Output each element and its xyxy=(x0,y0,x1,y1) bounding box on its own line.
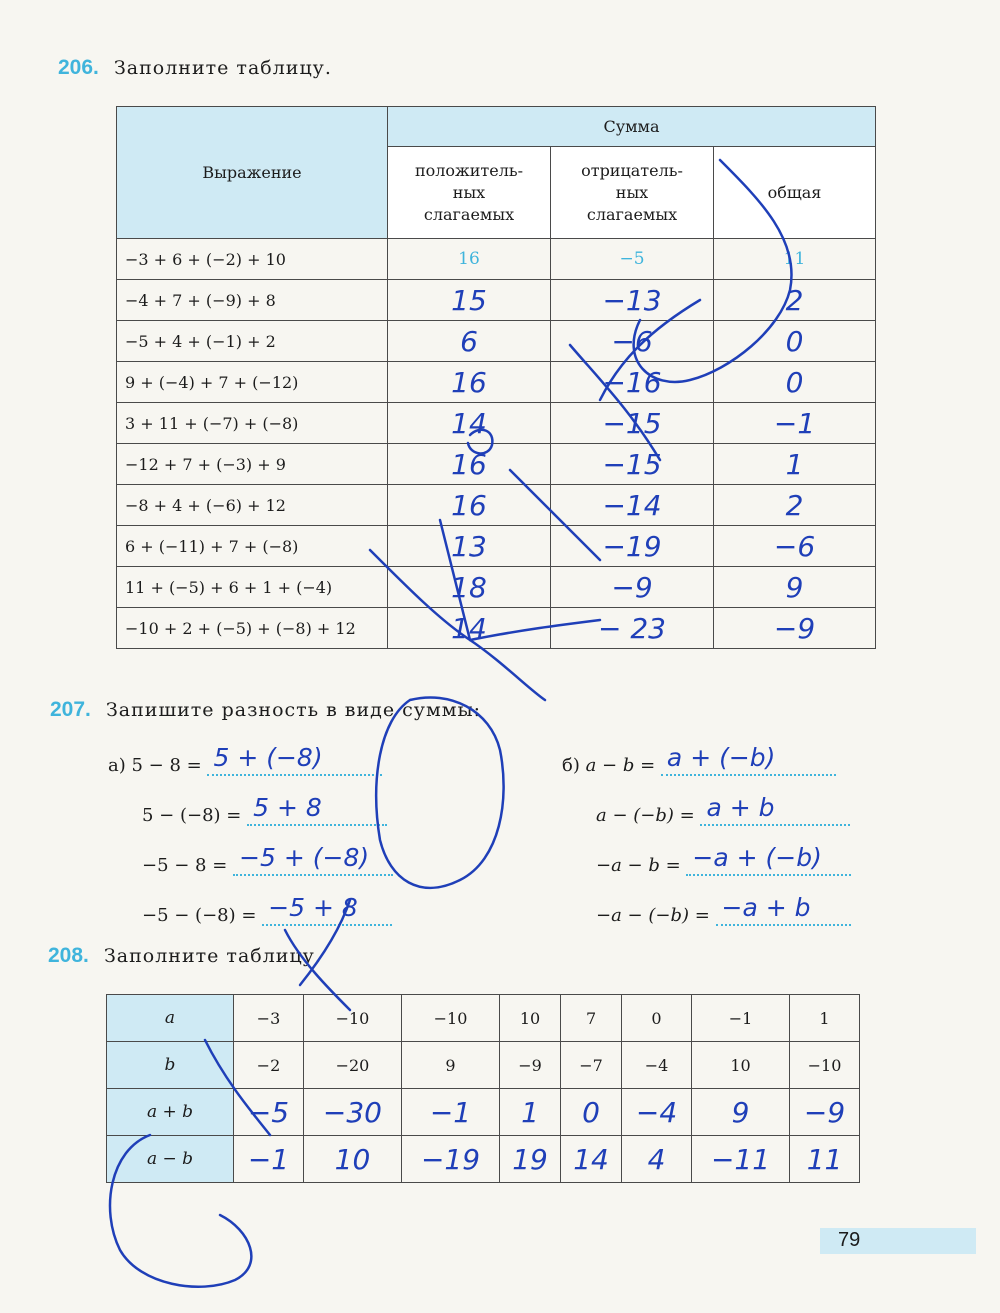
answer-cell[interactable]: 1 xyxy=(500,1089,561,1136)
answer-cell[interactable]: 11 xyxy=(790,1136,860,1183)
handwritten-answer: 5 + 8 xyxy=(253,793,322,822)
answer-field[interactable] xyxy=(716,893,851,926)
value-cell: −2 xyxy=(234,1042,304,1089)
exercise-207-heading xyxy=(50,698,481,722)
total-sum-cell[interactable]: 9 xyxy=(714,567,876,608)
table-row xyxy=(117,444,876,485)
handwritten-answer: −5 + 8 xyxy=(268,893,358,922)
table-row xyxy=(117,403,876,444)
handwritten-answer: −a + b xyxy=(721,893,811,922)
negative-sum-cell: −5 xyxy=(551,239,714,280)
answer-cell[interactable]: −1 xyxy=(234,1136,304,1183)
row-label: b xyxy=(107,1042,234,1089)
exercise-number: 207. xyxy=(50,698,91,721)
difference-expression: −a − b = xyxy=(596,855,681,876)
difference-expression: −5 − 8 = xyxy=(142,855,228,876)
positive-sum-cell: 16 xyxy=(388,239,551,280)
header-negative: отрицатель- ных слагаемых xyxy=(551,147,714,239)
difference-line xyxy=(108,743,382,776)
table-row xyxy=(117,608,876,649)
value-cell: −10 xyxy=(303,995,401,1042)
value-cell: 10 xyxy=(500,995,561,1042)
negative-sum-cell[interactable]: −15 xyxy=(551,403,714,444)
answer-field[interactable] xyxy=(233,843,393,876)
part-label: б) xyxy=(562,755,580,776)
total-sum-cell[interactable]: −9 xyxy=(714,608,876,649)
expression-cell: −10 + 2 + (−5) + (−8) + 12 xyxy=(117,608,388,649)
positive-sum-cell[interactable]: 18 xyxy=(388,567,551,608)
table-row xyxy=(117,239,876,280)
answer-cell[interactable]: −19 xyxy=(401,1136,499,1183)
positive-sum-cell[interactable]: 14 xyxy=(388,403,551,444)
value-cell: −10 xyxy=(790,1042,860,1089)
table-row xyxy=(107,1089,860,1136)
positive-sum-cell[interactable]: 15 xyxy=(388,280,551,321)
table-row xyxy=(117,362,876,403)
positive-sum-cell[interactable]: 6 xyxy=(388,321,551,362)
handwritten-answer: −5 + (−8) xyxy=(239,843,370,872)
negative-sum-cell[interactable]: −9 xyxy=(551,567,714,608)
table-row xyxy=(117,280,876,321)
header-expression: Выражение xyxy=(117,107,388,239)
difference-line xyxy=(142,843,393,876)
exercise-number: 206. xyxy=(58,56,99,79)
answer-field[interactable] xyxy=(207,743,382,776)
answer-cell[interactable]: 19 xyxy=(500,1136,561,1183)
header-sum: Сумма xyxy=(388,107,876,147)
value-cell: −3 xyxy=(234,995,304,1042)
expression-cell: 3 + 11 + (−7) + (−8) xyxy=(117,403,388,444)
positive-sum-cell[interactable]: 13 xyxy=(388,526,551,567)
handwritten-answer: 5 + (−8) xyxy=(213,743,323,772)
difference-line xyxy=(596,893,851,926)
table-row xyxy=(117,485,876,526)
answer-cell[interactable]: 4 xyxy=(622,1136,692,1183)
exercise-title: Запишите разность в виде суммы: xyxy=(105,699,482,721)
table-row xyxy=(117,567,876,608)
difference-line xyxy=(142,893,392,926)
value-cell: −7 xyxy=(561,1042,622,1089)
scribble-stroke xyxy=(376,697,503,887)
expression-cell: −8 + 4 + (−6) + 12 xyxy=(117,485,388,526)
page-number: 79 xyxy=(838,1229,861,1251)
answer-field[interactable] xyxy=(661,743,836,776)
negative-sum-cell[interactable]: −19 xyxy=(551,526,714,567)
answer-field[interactable] xyxy=(700,793,850,826)
total-sum-cell[interactable]: 2 xyxy=(714,280,876,321)
expression-cell: −12 + 7 + (−3) + 9 xyxy=(117,444,388,485)
exercise-title: Заполните таблицу. xyxy=(113,57,332,79)
expression-cell: 9 + (−4) + 7 + (−12) xyxy=(117,362,388,403)
negative-sum-cell[interactable]: − 23 xyxy=(551,608,714,649)
answer-cell[interactable]: −5 xyxy=(234,1089,304,1136)
positive-sum-cell[interactable]: 16 xyxy=(388,362,551,403)
bleed-through-text xyxy=(480,62,485,81)
exercise-206-heading xyxy=(58,56,332,80)
value-cell: 10 xyxy=(691,1042,789,1089)
exercise-title: Заполните таблицу. xyxy=(103,945,322,967)
negative-sum-cell[interactable]: −16 xyxy=(551,362,714,403)
table-row xyxy=(107,1136,860,1183)
answer-cell[interactable]: −30 xyxy=(303,1089,401,1136)
difference-expression: a − b = xyxy=(585,755,656,776)
value-cell: −20 xyxy=(303,1042,401,1089)
expression-cell: 11 + (−5) + 6 + 1 + (−4) xyxy=(117,567,388,608)
value-cell: 9 xyxy=(401,1042,499,1089)
answer-cell[interactable]: 9 xyxy=(691,1089,789,1136)
table-row xyxy=(117,526,876,567)
difference-line xyxy=(142,793,387,826)
value-cell: −1 xyxy=(691,995,789,1042)
answer-cell[interactable]: 0 xyxy=(561,1089,622,1136)
handwritten-answer: a + (−b) xyxy=(666,743,776,772)
difference-line xyxy=(596,793,850,826)
expression-cell: −5 + 4 + (−1) + 2 xyxy=(117,321,388,362)
value-cell: −10 xyxy=(401,995,499,1042)
negative-sum-cell[interactable]: −14 xyxy=(551,485,714,526)
difference-expression: −a − (−b) = xyxy=(596,905,710,926)
difference-line xyxy=(562,743,836,776)
answer-field[interactable] xyxy=(247,793,387,826)
difference-expression: 5 − (−8) = xyxy=(142,805,242,826)
answer-field[interactable] xyxy=(262,893,392,926)
handwritten-answer: a + b xyxy=(706,793,775,822)
exercise-number: 208. xyxy=(48,944,89,967)
positive-sum-cell[interactable]: 16 xyxy=(388,444,551,485)
total-sum-cell[interactable]: −6 xyxy=(714,526,876,567)
difference-line xyxy=(596,843,851,876)
answer-cell[interactable]: 14 xyxy=(561,1136,622,1183)
row-label: a − b xyxy=(107,1136,234,1183)
value-cell: −4 xyxy=(622,1042,692,1089)
table-row xyxy=(107,995,860,1042)
total-sum-cell[interactable]: 2 xyxy=(714,485,876,526)
header-total: общая xyxy=(714,147,876,239)
total-sum-cell[interactable]: −1 xyxy=(714,403,876,444)
answer-cell[interactable]: −11 xyxy=(691,1136,789,1183)
total-sum-cell[interactable]: 1 xyxy=(714,444,876,485)
sum-table xyxy=(116,106,876,649)
difference-expression: 5 − 8 = xyxy=(131,755,202,776)
total-sum-cell[interactable]: 0 xyxy=(714,362,876,403)
negative-sum-cell[interactable]: −15 xyxy=(551,444,714,485)
expression-cell: −3 + 6 + (−2) + 10 xyxy=(117,239,388,280)
value-cell: −9 xyxy=(500,1042,561,1089)
table-row xyxy=(107,1042,860,1089)
difference-expression: a − (−b) = xyxy=(596,805,695,826)
expression-cell: 6 + (−11) + 7 + (−8) xyxy=(117,526,388,567)
handwritten-answer: −a + (−b) xyxy=(692,843,822,872)
header-positive: положитель- ных слагаемых xyxy=(388,147,551,239)
difference-expression: −5 − (−8) = xyxy=(142,905,257,926)
row-label: a + b xyxy=(107,1089,234,1136)
values-table xyxy=(106,994,860,1183)
answer-cell[interactable]: −4 xyxy=(622,1089,692,1136)
exercise-208-heading xyxy=(48,944,322,968)
negative-sum-cell[interactable]: −13 xyxy=(551,280,714,321)
answer-cell[interactable]: −9 xyxy=(790,1089,860,1136)
positive-sum-cell[interactable]: 16 xyxy=(388,485,551,526)
expression-cell: −4 + 7 + (−9) + 8 xyxy=(117,280,388,321)
answer-cell[interactable]: −1 xyxy=(401,1089,499,1136)
table-row xyxy=(117,321,876,362)
value-cell: 0 xyxy=(622,995,692,1042)
total-sum-cell: 11 xyxy=(714,239,876,280)
answer-cell[interactable]: 10 xyxy=(303,1136,401,1183)
part-label: а) xyxy=(108,755,126,776)
answer-field[interactable] xyxy=(686,843,851,876)
row-label: a xyxy=(107,995,234,1042)
total-sum-cell[interactable]: 0 xyxy=(714,321,876,362)
value-cell: 7 xyxy=(561,995,622,1042)
value-cell: 1 xyxy=(790,995,860,1042)
negative-sum-cell[interactable]: −6 xyxy=(551,321,714,362)
positive-sum-cell[interactable]: 14 xyxy=(388,608,551,649)
